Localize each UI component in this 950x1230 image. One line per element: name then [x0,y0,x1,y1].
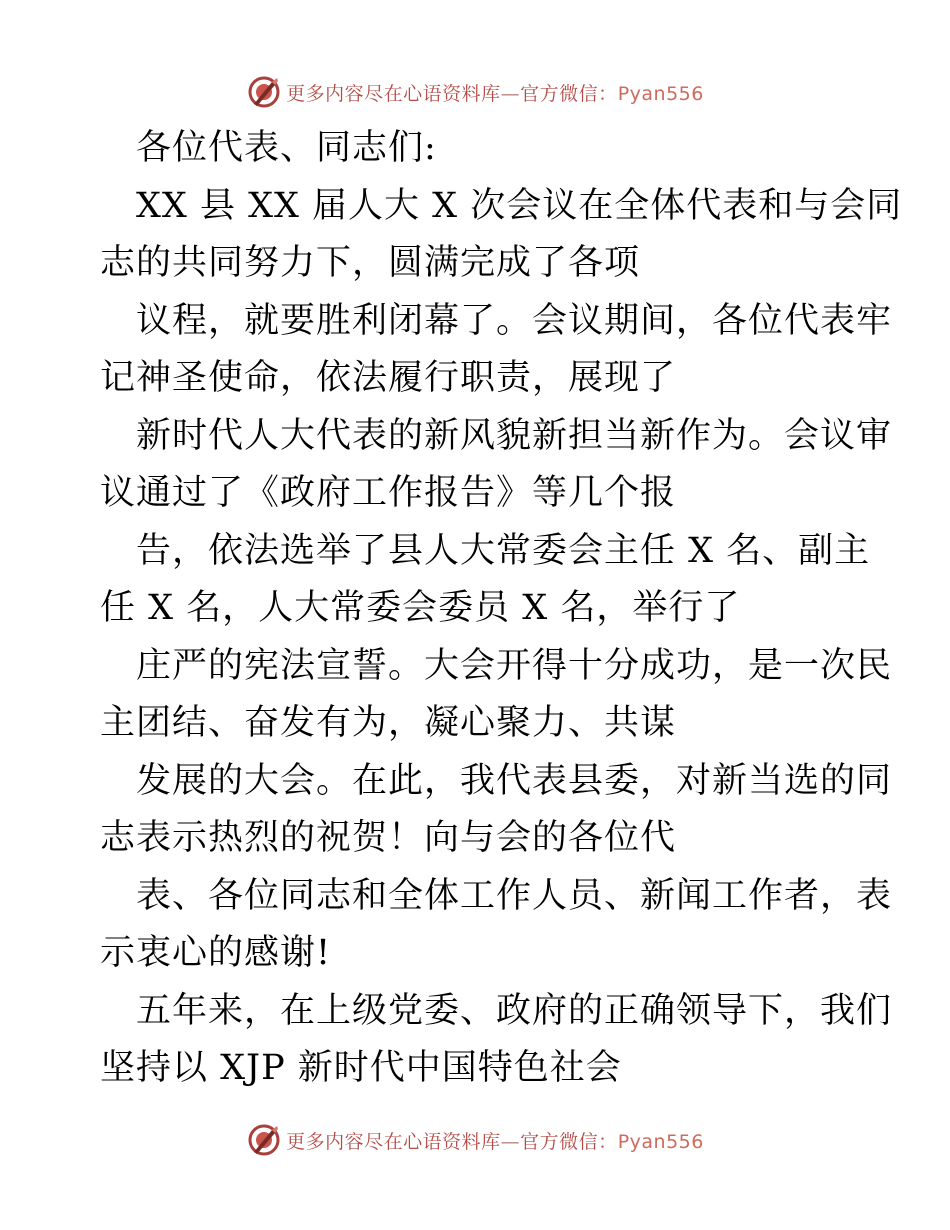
text-line: 告，依法选举了县人大常委会主任 X 名、副主 [136,531,871,571]
text-line: 坚持以 XJP 新时代中国特色社会 [100,1048,622,1088]
watermark-main: 更多内容尽在心语资料库 [286,82,501,105]
text-line: 志表示热烈的祝贺！向与会的各位代 [100,818,677,858]
text-line: 任 X 名，人大常委会委员 X 名，举行了 [100,588,741,628]
watermark-main: 更多内容尽在心语资料库 [286,1130,501,1153]
watermark-footer [0,1120,950,1160]
text-line: 表、各位同志和全体工作人员、新闻工作者，表 [136,876,893,916]
watermark-id: Pyan556 [617,82,704,105]
watermark-label: 官方微信： [520,1130,618,1153]
text-line: 记神圣使命，依法履行职责，展现了 [100,358,677,398]
text-line: 议通过了《政府工作报告》等几个报 [100,473,677,513]
text-line: 新时代人大代表的新风貌新担当新作为。会议审 [136,416,893,456]
text-line: 发展的大会。在此，我代表县委，对新当选的同 [136,761,893,801]
text-line: 庄严的宪法宣誓。大会开得十分成功，是一次民 [136,646,893,686]
text-line: 五年来，在上级党委、政府的正确领导下，我们 [136,991,893,1031]
text-line: 主团结、奋发有为，凝心聚力、共谋 [100,703,677,743]
watermark-text [286,1127,704,1154]
text-line: 议程，就要胜利闭幕了。会议期间，各位代表牢 [136,301,893,341]
watermark-header [0,72,950,112]
watermark-label: 官方微信： [520,82,618,105]
pen-circle-logo-icon [246,74,282,110]
text-line: 各位代表、同志们: [136,128,437,168]
text-line: 示衷心的感谢! [100,933,332,973]
pen-circle-logo-icon [246,1122,282,1158]
watermark-separator: — [500,1130,521,1153]
watermark-text [286,79,704,106]
watermark-separator: — [500,82,521,105]
watermark-id: Pyan556 [617,1130,704,1153]
text-line: 志的共同努力下，圆满完成了各项 [100,243,641,283]
text-line: XX 县 XX 届人大 X 次会议在全体代表和与会同 [136,186,903,226]
